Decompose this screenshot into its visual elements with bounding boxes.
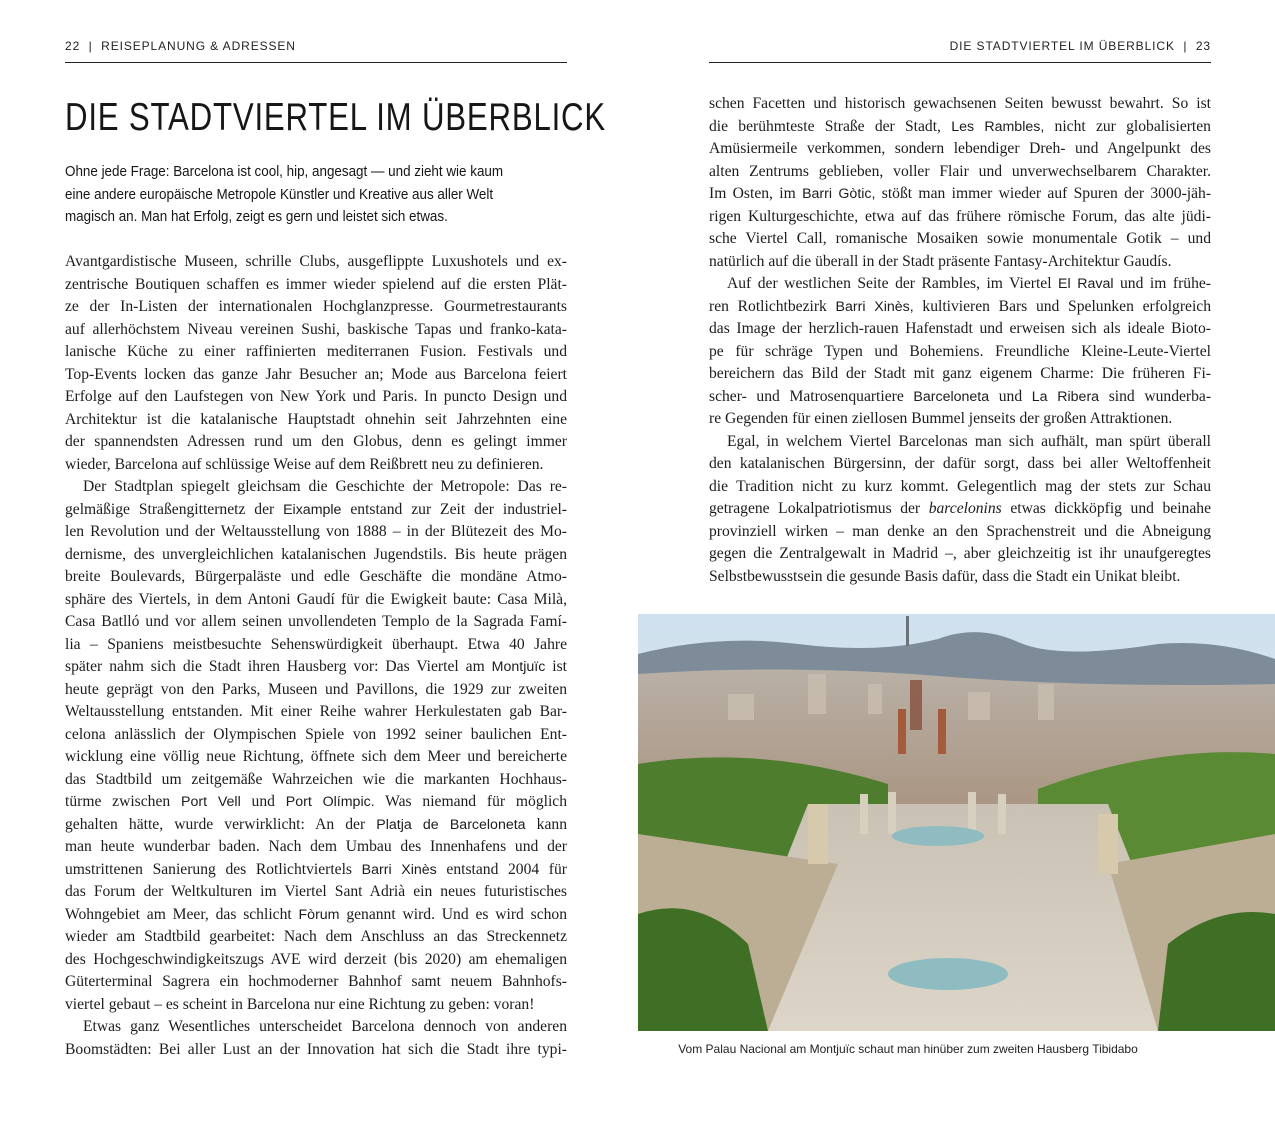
- text-line: [65, 454, 567, 477]
- text-line: [709, 453, 1211, 476]
- place-name: Montjuïc: [491, 659, 546, 675]
- photo-caption: Vom Palau Nacional am Montjuïc schaut man hinüber zum zweiten Hausberg Tibidabo: [678, 1042, 1138, 1056]
- place-name: El Raval: [1058, 276, 1114, 292]
- text-line: [65, 251, 567, 274]
- place-name: Eixample: [283, 501, 342, 518]
- text-run: lanische Küche zu einer raffinierten mediterranen Fusion. Festivals und: [65, 343, 567, 360]
- text-line: [65, 994, 567, 1017]
- text-line: [709, 161, 1211, 184]
- text-line: [65, 1039, 567, 1062]
- text-run: Güterterminal Sagrera ein hochmoderner Bahnhof samt neuem Bahnhofs-: [65, 973, 567, 990]
- text-run: Auf der westlichen Seite der Rambles, im Viertel: [727, 275, 1059, 292]
- text-run: sche Viertel Call, romanische Mosaiken sowie monumentale Gotik – und: [709, 230, 1211, 247]
- text-run: Avantgardistische Museen, schrille Clubs, ausgeflippte Luxushotels und ex-: [65, 253, 567, 270]
- text-line: [65, 431, 567, 454]
- text-line: [65, 634, 567, 657]
- text-run: genannt wird. Und es wird schon: [339, 905, 568, 923]
- header-rule: [709, 62, 1211, 63]
- text-line: [709, 93, 1211, 116]
- separator: |: [1183, 39, 1188, 53]
- text-line: [709, 318, 1211, 341]
- text-run: Der Stadtplan spiegelt gleichsam die Geschichte der Metropole: Das re-: [83, 478, 567, 495]
- text-line: [65, 611, 567, 634]
- text-line: [65, 521, 567, 544]
- text-run: Im Osten, im: [709, 185, 803, 202]
- text-run: die berühmteste Straße der Stadt,: [709, 117, 952, 135]
- place-name: Platja de Barceloneta: [376, 816, 526, 833]
- text-line: [65, 566, 567, 589]
- text-run: den katalanischen Bürgersinn, der dafür sorgt, dass bei aller Weltoffenheit: [709, 455, 1211, 472]
- text-run: des Hochgeschwindigkeitszugs AVE wird derzeit (bis 2020) am ehemaligen: [65, 950, 567, 968]
- text-run: auf allerhöchstem Niveau vereinen Sushi, baskische Tapas und franko-kata-: [65, 320, 567, 338]
- text-line: [65, 341, 567, 364]
- text-run: natürlich auf die überall in der Stadt präsente Fantasy-Architektur Gaudís.: [709, 252, 1172, 270]
- text-line: [709, 431, 1211, 454]
- text-run: das Image der herzlich-rauen Hafenstadt und erweisen sich als ideale Bioto-: [709, 320, 1211, 337]
- text-run: Egal, in welchem Viertel Barcelonas man sich aufhält, man spürt überall: [727, 432, 1211, 450]
- text-run: celona anlässlich der Olympischen Spiele von 1992 seiner baulichen Ent-: [65, 725, 567, 743]
- text-run: gelmäßige Straßengitternetz der: [65, 500, 284, 518]
- text-line: [65, 274, 567, 297]
- lead-paragraph: [65, 161, 566, 229]
- text-run: die Tradition nicht zu kurz kommt. Gelegentlich mag der stets zur Schau: [709, 477, 1211, 495]
- separator: |: [88, 39, 93, 53]
- text-line: [65, 791, 567, 814]
- body-column-left: [65, 251, 567, 1061]
- text-run: Amüsiermeile verkommen, sondern lebendiger Dreh- und Angelpunkt des: [709, 140, 1211, 157]
- text-line: [709, 183, 1211, 206]
- text-run: ist: [545, 658, 567, 675]
- text-run: wieder, Barcelona auf schlüssige Weise auf dem Reißbrett neu zu definieren.: [65, 455, 544, 473]
- text-line: [709, 273, 1211, 296]
- text-run: und: [240, 793, 286, 810]
- page-number: 22: [65, 39, 81, 53]
- page-number: 23: [1195, 39, 1211, 53]
- lead-line: eine andere europäische Metropole Künstler und Kreative aus aller Welt: [65, 185, 494, 203]
- text-line: [65, 476, 567, 499]
- text-line: [65, 904, 567, 927]
- text-line: [65, 499, 567, 522]
- text-run: entstand zur Zeit der industriel-: [341, 500, 567, 518]
- text-run: umstrittenen Sanierung des Rotlichtviertels: [65, 860, 362, 878]
- section-name: DIE STADTVIERTEL IM ÜBERBLICK: [949, 39, 1175, 53]
- text-run: getragene Lokalpatriotismus der: [709, 500, 929, 517]
- text-line: [65, 836, 567, 859]
- text-line: [65, 724, 567, 747]
- italic-term: barcelonins: [928, 500, 1002, 517]
- text-run: breite Boulevards, Bürgerpaläste und edle Geschäfte die mondäne Atmo-: [65, 568, 567, 585]
- place-name: La Ribera: [1031, 388, 1100, 405]
- text-line: [65, 926, 567, 949]
- text-line: [65, 296, 567, 319]
- text-line: [65, 1016, 567, 1039]
- text-run: wicklung eine völlig neue Richtung, öffnete sich dem Meer und bereicherte: [65, 748, 567, 765]
- text-run: Wohngebiet am Meer, das schlicht: [65, 905, 299, 923]
- text-run: später nahm sich die Stadt ihren Hausberg vor: Das Viertel am: [65, 658, 492, 675]
- text-run: lia – Spaniens meistbesuchte Sehenswürdigkeit überhaupt. Etwa 40 Jahre: [65, 635, 567, 653]
- place-name: Barri Xinès,: [835, 298, 914, 315]
- text-line: [709, 363, 1211, 386]
- text-run: Boomstädten: Bei aller Lust an der Innovation hat sich die Stadt ihre typi-: [65, 1040, 567, 1058]
- text-run: der spannendsten Adressen rund um den Globus, denn es gelingt immer: [65, 433, 567, 450]
- text-run: stößt man immer wieder auf Spuren der 3000-jäh-: [875, 185, 1212, 202]
- text-line: [709, 341, 1211, 364]
- running-header-left: [65, 39, 296, 53]
- text-line: [65, 746, 567, 769]
- text-line: [709, 228, 1211, 251]
- text-run: gegen die Zentralgewalt in Madrid –, aber gleichzeitig ist ihr unaufgeregtes: [709, 545, 1211, 562]
- running-header-right: [950, 39, 1211, 53]
- text-run: pe für schräge Typen und Bohemiens. Freundliche Kleine-Leute-Viertel: [709, 342, 1211, 360]
- text-line: [65, 409, 567, 432]
- text-run: zentrische Boutiquen schaffen es immer wieder spielend auf die ersten Plät-: [65, 275, 567, 293]
- text-run: viertel gebaut – es scheint in Barcelona nur eine Richtung zu geben: voran!: [65, 995, 535, 1013]
- text-line: [709, 116, 1211, 139]
- text-line: [709, 521, 1211, 544]
- text-run: das Forum der Weltkulturen im Viertel Sant Adrià ein neues futuristisches: [65, 883, 567, 900]
- place-name: Barri Xinès: [361, 861, 437, 878]
- text-line: [709, 251, 1211, 274]
- lead-line: Ohne jede Frage: Barcelona ist cool, hip, angesagt — und zieht wie kaum: [65, 163, 504, 180]
- barcelona-panorama-image: [638, 614, 1275, 1031]
- text-run: Weltausstellung entstanden. Mit einer Reihe wahrer Herkulestaten gab Bar-: [65, 703, 567, 720]
- text-run: Was niemand für möglich: [374, 793, 567, 810]
- text-run: man heute wunderbar baden. Nach dem Umbau des Innenhafens und der: [65, 838, 567, 855]
- header-rule: [65, 62, 567, 63]
- text-line: [709, 138, 1211, 161]
- text-run: sind wunderba-: [1099, 387, 1212, 405]
- text-line: [65, 319, 567, 342]
- text-line: [709, 296, 1211, 319]
- place-name: Port Vell: [181, 794, 241, 810]
- text-line: [709, 476, 1211, 499]
- text-run: len Revolution und der Weltausstellung von 1888 – in der Blütezeit des Mo-: [65, 523, 567, 540]
- text-run: Selbstbewusstsein die gesunde Basis dafür, dass die Stadt ein Unikat bleibt.: [709, 567, 1181, 585]
- text-line: [65, 701, 567, 724]
- text-line: [65, 364, 567, 387]
- text-line: [65, 769, 567, 792]
- text-line: [65, 656, 567, 679]
- text-line: [65, 589, 567, 612]
- place-name: Les Rambles,: [951, 118, 1045, 135]
- text-run: sphäre des Viertels, in dem Antoni Gaudí für die Ewigkeit baute: Casa Milà,: [65, 590, 567, 608]
- text-run: kultivieren Bars und Spelunken erfolgreich: [913, 297, 1211, 315]
- text-run: gehalten hätte, wurde verwirklicht: An der: [65, 815, 377, 833]
- text-line: [709, 386, 1211, 409]
- place-name: Fòrum: [298, 906, 340, 923]
- place-name: Port Olímpic.: [285, 794, 375, 810]
- text-run: Architektur ist die katalanische Hauptstadt ohnehin seit Jahrzehnten eine: [65, 410, 567, 428]
- text-line: [709, 498, 1211, 521]
- text-run: Top-Events locken das ganze Jahr Besucher an; Mode aus Barcelona feiert: [65, 365, 567, 383]
- text-run: das Stadtbild um zeitgemäße Wahrzeichen wie die markanten Hochhaus-: [65, 770, 567, 788]
- section-name: REISEPLANUNG & ADRESSEN: [101, 39, 296, 53]
- text-run: heute geprägt von den Parks, Museen und Pavillons, die 1929 zur zweiten: [65, 680, 567, 698]
- text-run: Etwas ganz Wesentliches unterscheidet Barcelona dennoch von anderen: [83, 1018, 567, 1035]
- text-run: türme zwischen: [65, 793, 181, 810]
- text-line: [65, 544, 567, 567]
- text-run: wieder am Stadtbild gearbeitet: Nach dem Anschluss an das Streckennetz: [65, 928, 567, 945]
- place-name: Barceloneta: [913, 388, 990, 405]
- page-title: DIE STADTVIERTEL IM ÜBERBLICK: [65, 96, 607, 139]
- text-run: und: [989, 387, 1032, 405]
- text-run: bereichern das Bild der Stadt mit ganz eigenem Charme: Die früheren Fi-: [709, 365, 1211, 382]
- text-run: Casa Batlló und vor allem seinen unvollendeten Templo de la Sagrada Famí-: [65, 613, 567, 630]
- text-run: dernisme, des unvergleichlichen katalanischen Jugendstils. Bis heute prägen: [65, 545, 567, 563]
- text-run: scher- und Matrosenquartiere: [709, 387, 914, 405]
- text-run: entstand 2004 für: [436, 860, 567, 878]
- text-run: rigen Kulturgeschichte, etwa auf das frühere römische Forum, das alte jüdi-: [709, 207, 1211, 225]
- text-line: [65, 679, 567, 702]
- text-line: [65, 814, 567, 837]
- text-run: schen Facetten und historisch gewachsenen Seiten bewusst bewahrt. So ist: [709, 95, 1211, 112]
- text-run: alten Zentrums geblieben, voller Flair und unverwechselbarem Charakter.: [709, 162, 1211, 180]
- text-run: etwas dickköpfig und beinahe: [1001, 500, 1211, 517]
- text-line: [65, 859, 567, 882]
- text-run: re Gegenden für einen ziellosen Bummel jenseits der großen Attraktionen.: [709, 410, 1173, 427]
- text-run: provinziell wirken – man denke an den Sprachenstreit und die Abneigung: [709, 522, 1211, 540]
- text-run: kann: [525, 815, 567, 833]
- text-line: [65, 881, 567, 904]
- text-line: [65, 949, 567, 972]
- text-run: und im frühe-: [1113, 275, 1211, 292]
- text-run: nicht zur globalisierten: [1044, 117, 1211, 135]
- text-run: ren Rotlichtbezirk: [709, 297, 836, 315]
- body-column-right: [709, 93, 1211, 588]
- text-line: [709, 408, 1211, 431]
- lead-line: magisch an. Man hat Erfolg, zeigt es gern und leistet sich etwas.: [65, 208, 448, 225]
- city-photo: [638, 614, 1275, 1031]
- text-line: [65, 386, 567, 409]
- text-run: ze der In-Listen der internationalen Hochglanzpresse. Gourmetrestaurants: [65, 298, 567, 315]
- text-line: [709, 206, 1211, 229]
- place-name: Barri Gòtic,: [802, 186, 876, 202]
- text-line: [709, 566, 1211, 589]
- text-line: [709, 543, 1211, 566]
- text-line: [65, 971, 567, 994]
- text-run: Erfolge auf den Laufstegen von New York und Paris. In puncto Design und: [65, 388, 567, 405]
